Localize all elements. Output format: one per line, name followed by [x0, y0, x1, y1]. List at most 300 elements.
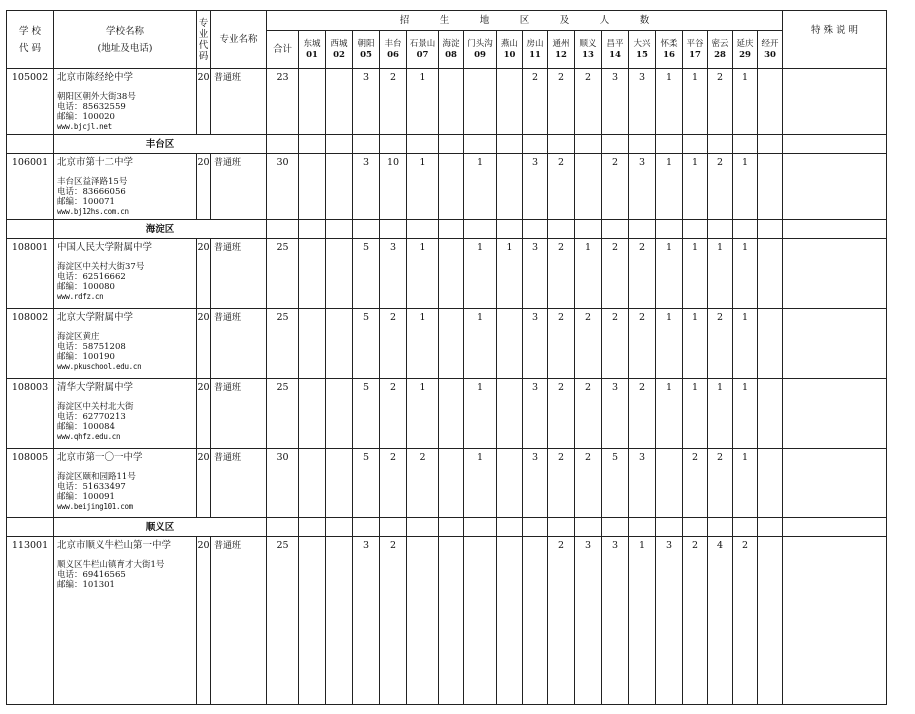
- major-name: 普通班: [211, 537, 267, 705]
- district-blank-cell: [380, 220, 407, 239]
- district-blank-cell: [783, 135, 887, 154]
- special-note-cell: [783, 69, 887, 135]
- school-name: 北京市顺义牛栏山第一中学: [57, 540, 172, 551]
- district-blank-cell: [708, 518, 733, 537]
- region-header-16: 怀柔 16: [656, 31, 683, 69]
- table-row: [7, 69, 887, 135]
- region-count: 1: [683, 69, 708, 135]
- school-phone: 电话：85632559: [57, 102, 126, 112]
- region-count: 1: [708, 379, 733, 449]
- region-count: [299, 309, 326, 379]
- school-name: 北京大学附属中学: [57, 312, 134, 323]
- school-phone: 电话：58751208: [57, 342, 126, 352]
- district-blank-cell: [353, 220, 380, 239]
- school-name: 清华大学附属中学: [57, 382, 134, 393]
- region-count: 2: [380, 537, 407, 705]
- total-count: 25: [267, 239, 299, 309]
- region-count: 2: [548, 537, 575, 705]
- special-note-cell: [783, 379, 887, 449]
- district-blank-cell: [353, 135, 380, 154]
- region-count: 1: [733, 239, 758, 309]
- region-count: [497, 379, 523, 449]
- major-code: 20: [197, 449, 211, 518]
- school-name: 北京市第一〇一中学: [57, 452, 143, 463]
- major-code: 20: [197, 537, 211, 705]
- region-count: 2: [602, 154, 629, 220]
- region-count: [464, 537, 497, 705]
- district-blank-cell: [656, 518, 683, 537]
- district-blank-cell: [464, 518, 497, 537]
- region-count: [407, 537, 439, 705]
- district-blank-cell: [267, 220, 299, 239]
- region-count: 1: [656, 69, 683, 135]
- district-blank-cell: [407, 135, 439, 154]
- region-count: [758, 537, 783, 705]
- table-row: [7, 449, 887, 518]
- district-blank-cell: [783, 518, 887, 537]
- school-name: 北京市第十二中学: [57, 157, 134, 168]
- school-info: [54, 379, 197, 449]
- region-count: 3: [656, 537, 683, 705]
- school-postcode: 邮编：100091: [57, 492, 115, 502]
- region-count: 3: [523, 154, 548, 220]
- school-address: 海淀区中关村大街37号: [57, 262, 145, 272]
- district-blank-cell: [656, 135, 683, 154]
- region-count: 2: [708, 69, 733, 135]
- school-postcode: 邮编：100190: [57, 352, 115, 362]
- region-count: 3: [629, 154, 656, 220]
- district-blank-cell: [464, 220, 497, 239]
- district-blank-cell: [733, 220, 758, 239]
- region-count: [326, 449, 353, 518]
- region-header-30: 经开 30: [758, 31, 783, 69]
- region-count: 2: [602, 239, 629, 309]
- district-blank-cell: [548, 518, 575, 537]
- region-count: 1: [733, 449, 758, 518]
- district-blank-cell: [683, 220, 708, 239]
- school-address: 顺义区牛栏山镇育才大街1号: [57, 560, 165, 570]
- region-header-12: 通州 12: [548, 31, 575, 69]
- district-blank-cell: [267, 518, 299, 537]
- region-count: 1: [683, 379, 708, 449]
- school-code: 108001: [7, 239, 54, 309]
- region-count: 5: [353, 239, 380, 309]
- district-blank-cell: [497, 135, 523, 154]
- region-count: 1: [656, 309, 683, 379]
- region-header-09: 门头沟 09: [464, 31, 497, 69]
- school-address: 海淀区颐和园路11号: [57, 472, 136, 482]
- region-count: 5: [602, 449, 629, 518]
- district-blank-cell: [602, 518, 629, 537]
- school-website: www.rdfz.cn: [57, 292, 104, 301]
- school-phone: 电话：69416565: [57, 570, 126, 580]
- region-count: 1: [656, 239, 683, 309]
- district-blank-cell: [497, 220, 523, 239]
- region-count: [439, 379, 464, 449]
- region-count: 2: [548, 449, 575, 518]
- region-count: [299, 154, 326, 220]
- district-blank-cell: [299, 220, 326, 239]
- major-code: 20: [197, 239, 211, 309]
- region-count: 1: [733, 379, 758, 449]
- total-count: 25: [267, 379, 299, 449]
- school-postcode: 邮编：100084: [57, 422, 115, 432]
- region-count: 5: [353, 309, 380, 379]
- district-blank-cell: [380, 518, 407, 537]
- region-count: 2: [683, 449, 708, 518]
- district-blank-cell: [267, 135, 299, 154]
- region-count: 1: [464, 239, 497, 309]
- major-name: 普通班: [211, 309, 267, 379]
- region-header-07: 石景山 07: [407, 31, 439, 69]
- region-count: [439, 449, 464, 518]
- school-website: www.qhfz.edu.cn: [57, 432, 121, 441]
- district-blank-cell: [523, 518, 548, 537]
- region-count: [758, 309, 783, 379]
- district-blank-cell: [758, 220, 783, 239]
- school-phone: 电话：51633497: [57, 482, 126, 492]
- region-count: 3: [353, 154, 380, 220]
- region-count: 10: [380, 154, 407, 220]
- region-count: [758, 239, 783, 309]
- region-count: 1: [464, 154, 497, 220]
- region-header-01: 东城 01: [299, 31, 326, 69]
- region-count: [326, 379, 353, 449]
- region-count: [439, 69, 464, 135]
- region-count: 3: [602, 69, 629, 135]
- region-count: 3: [523, 379, 548, 449]
- school-name-header: 学校名称 (地址及电话): [54, 11, 197, 69]
- region-count: 3: [629, 69, 656, 135]
- region-count: [326, 309, 353, 379]
- district-blank-cell: [7, 135, 54, 154]
- school-phone: 电话：83666056: [57, 187, 126, 197]
- district-blank-cell: [575, 135, 602, 154]
- district-blank-cell: [299, 518, 326, 537]
- region-count: 2: [575, 69, 602, 135]
- district-blank-cell: [733, 518, 758, 537]
- total-count: 30: [267, 154, 299, 220]
- region-count: 2: [708, 309, 733, 379]
- region-count: 3: [602, 379, 629, 449]
- region-count: [464, 69, 497, 135]
- region-count: 3: [575, 537, 602, 705]
- region-header-11: 房山 11: [523, 31, 548, 69]
- region-count: 2: [380, 69, 407, 135]
- table-row: [7, 309, 887, 379]
- major-code: 20: [197, 379, 211, 449]
- region-header-05: 朝阳 05: [353, 31, 380, 69]
- district-blank-cell: [523, 135, 548, 154]
- school-postcode: 邮编：100071: [57, 197, 115, 207]
- region-count: [656, 449, 683, 518]
- region-count: [299, 69, 326, 135]
- table-row: [7, 537, 887, 705]
- school-code: 108005: [7, 449, 54, 518]
- region-count: 2: [380, 449, 407, 518]
- district-blank-cell: [783, 220, 887, 239]
- region-count: 2: [629, 379, 656, 449]
- district-blank-cell: [629, 518, 656, 537]
- district-label: 顺义区: [54, 518, 267, 537]
- region-count: 1: [575, 239, 602, 309]
- region-header-17: 平谷 17: [683, 31, 708, 69]
- region-count: [299, 537, 326, 705]
- region-count: [758, 69, 783, 135]
- region-count: 2: [548, 379, 575, 449]
- region-count: 3: [523, 239, 548, 309]
- region-count: [439, 239, 464, 309]
- region-count: [497, 154, 523, 220]
- district-blank-cell: [326, 518, 353, 537]
- major-name-header: 专业名称: [211, 11, 267, 69]
- special-note-cell: [783, 154, 887, 220]
- total-count: 30: [267, 449, 299, 518]
- district-blank-cell: [708, 220, 733, 239]
- region-count: 1: [407, 379, 439, 449]
- district-blank-cell: [758, 518, 783, 537]
- district-row: [7, 518, 887, 537]
- district-blank-cell: [407, 518, 439, 537]
- major-name: 普通班: [211, 239, 267, 309]
- table-row: [7, 239, 887, 309]
- region-count: 2: [683, 537, 708, 705]
- district-blank-cell: [439, 220, 464, 239]
- region-count: 2: [380, 379, 407, 449]
- region-count: 1: [497, 239, 523, 309]
- region-count: 1: [683, 309, 708, 379]
- region-count: 2: [708, 154, 733, 220]
- major-code: 20: [197, 309, 211, 379]
- district-blank-cell: [548, 220, 575, 239]
- school-postcode: 邮编：100020: [57, 112, 115, 122]
- district-blank-cell: [656, 220, 683, 239]
- district-blank-cell: [326, 220, 353, 239]
- region-count: 2: [575, 379, 602, 449]
- district-blank-cell: [407, 220, 439, 239]
- region-header-28: 密云 28: [708, 31, 733, 69]
- region-count: 2: [708, 449, 733, 518]
- special-notes-header: 特 殊 说 明: [783, 11, 887, 69]
- region-count: 2: [380, 309, 407, 379]
- district-blank-cell: [497, 518, 523, 537]
- region-count: 2: [548, 154, 575, 220]
- region-count: [326, 154, 353, 220]
- region-count: 1: [407, 154, 439, 220]
- school-website: www.bjcjl.net: [57, 122, 112, 131]
- region-count: 5: [353, 379, 380, 449]
- district-label: 丰台区: [54, 135, 267, 154]
- school-info: [54, 69, 197, 135]
- region-count: 2: [523, 69, 548, 135]
- school-info: [54, 449, 197, 518]
- district-blank-cell: [548, 135, 575, 154]
- region-count: 1: [629, 537, 656, 705]
- school-postcode: 邮编：100080: [57, 282, 115, 292]
- district-blank-cell: [326, 135, 353, 154]
- district-blank-cell: [629, 135, 656, 154]
- school-website: www.bj12hs.com.cn: [57, 207, 129, 216]
- school-phone: 电话：62770213: [57, 412, 126, 422]
- major-name: 普通班: [211, 154, 267, 220]
- region-count: 2: [733, 537, 758, 705]
- region-count: 1: [733, 309, 758, 379]
- school-code-header: 学 校 代 码: [7, 11, 54, 69]
- region-count: 1: [733, 154, 758, 220]
- school-info: [54, 309, 197, 379]
- region-count: 3: [523, 449, 548, 518]
- region-header-14: 昌平 14: [602, 31, 629, 69]
- region-count: [497, 309, 523, 379]
- special-note-cell: [783, 537, 887, 705]
- school-code: 113001: [7, 537, 54, 705]
- district-blank-cell: [380, 135, 407, 154]
- region-count: 2: [548, 69, 575, 135]
- region-count: [523, 537, 548, 705]
- school-website: www.pkuschool.edu.cn: [57, 362, 142, 371]
- district-blank-cell: [353, 518, 380, 537]
- region-count: 1: [683, 239, 708, 309]
- region-count: 1: [683, 154, 708, 220]
- region-count: [758, 379, 783, 449]
- major-name: 普通班: [211, 449, 267, 518]
- school-info: [54, 239, 197, 309]
- region-count: 1: [656, 154, 683, 220]
- region-count: 4: [708, 537, 733, 705]
- region-header-29: 延庆 29: [733, 31, 758, 69]
- school-code: 106001: [7, 154, 54, 220]
- region-count: [497, 449, 523, 518]
- region-count: 2: [602, 309, 629, 379]
- region-count: 2: [629, 239, 656, 309]
- district-blank-cell: [575, 220, 602, 239]
- district-blank-cell: [439, 135, 464, 154]
- school-address: 丰台区益泽路15号: [57, 177, 128, 187]
- enrollment-table: [6, 10, 887, 705]
- region-count: [758, 449, 783, 518]
- total-count: 25: [267, 537, 299, 705]
- district-blank-cell: [708, 135, 733, 154]
- region-count: [575, 154, 602, 220]
- special-note-cell: [783, 309, 887, 379]
- total-header: 合计: [267, 31, 299, 69]
- region-count: [299, 239, 326, 309]
- district-blank-cell: [464, 135, 497, 154]
- school-address: 朝阳区朝外大街38号: [57, 92, 136, 102]
- school-code: 108002: [7, 309, 54, 379]
- school-address: 海淀区黄庄: [57, 332, 100, 342]
- special-note-cell: [783, 239, 887, 309]
- region-count: 1: [733, 69, 758, 135]
- region-header-15: 大兴 15: [629, 31, 656, 69]
- major-code: 20: [197, 154, 211, 220]
- major-code-header: 专 业 代 码: [197, 11, 211, 69]
- region-count: 2: [575, 309, 602, 379]
- region-count: 3: [380, 239, 407, 309]
- region-count: 1: [407, 69, 439, 135]
- major-code: 20: [197, 69, 211, 135]
- major-name: 普通班: [211, 379, 267, 449]
- total-count: 23: [267, 69, 299, 135]
- region-count: 3: [602, 537, 629, 705]
- school-info: [54, 154, 197, 220]
- region-count: 1: [464, 449, 497, 518]
- region-count: [439, 537, 464, 705]
- school-name: 北京市陈经纶中学: [57, 72, 134, 83]
- school-phone: 电话：62516662: [57, 272, 126, 282]
- region-count: [758, 154, 783, 220]
- district-row: [7, 220, 887, 239]
- region-header-10: 燕山 10: [497, 31, 523, 69]
- district-blank-cell: [7, 220, 54, 239]
- region-count: 3: [629, 449, 656, 518]
- district-blank-cell: [629, 220, 656, 239]
- region-count: 3: [353, 69, 380, 135]
- table-row: [7, 154, 887, 220]
- region-header-06: 丰台 06: [380, 31, 407, 69]
- district-blank-cell: [299, 135, 326, 154]
- region-count: [326, 537, 353, 705]
- region-count: 1: [464, 379, 497, 449]
- school-postcode: 邮编：101301: [57, 580, 115, 590]
- district-label: 海淀区: [54, 220, 267, 239]
- district-blank-cell: [758, 135, 783, 154]
- region-count: 1: [407, 239, 439, 309]
- table-row: [7, 379, 887, 449]
- district-blank-cell: [523, 220, 548, 239]
- region-count: 1: [708, 239, 733, 309]
- region-count: [497, 537, 523, 705]
- region-count: 1: [656, 379, 683, 449]
- region-count: 3: [353, 537, 380, 705]
- district-blank-cell: [575, 518, 602, 537]
- region-count: [326, 239, 353, 309]
- region-count: 2: [575, 449, 602, 518]
- school-info: [54, 537, 197, 705]
- region-count: [326, 69, 353, 135]
- region-count: 5: [353, 449, 380, 518]
- region-count: [439, 309, 464, 379]
- district-blank-cell: [602, 220, 629, 239]
- enrollment-region-header: 招 生 地 区 及 人 数: [267, 11, 783, 31]
- school-name: 中国人民大学附属中学: [57, 242, 153, 253]
- region-count: 2: [407, 449, 439, 518]
- region-count: 1: [407, 309, 439, 379]
- district-blank-cell: [733, 135, 758, 154]
- region-count: 1: [464, 309, 497, 379]
- region-header-13: 顺义 13: [575, 31, 602, 69]
- region-count: 2: [629, 309, 656, 379]
- district-blank-cell: [683, 518, 708, 537]
- district-blank-cell: [602, 135, 629, 154]
- region-header-02: 西城 02: [326, 31, 353, 69]
- major-name: 普通班: [211, 69, 267, 135]
- region-header-08: 海淀 08: [439, 31, 464, 69]
- district-blank-cell: [439, 518, 464, 537]
- district-row: [7, 135, 887, 154]
- school-code: 105002: [7, 69, 54, 135]
- school-website: www.beijing101.com: [57, 502, 133, 511]
- school-address: 海淀区中关村北大街: [57, 402, 134, 412]
- total-count: 25: [267, 309, 299, 379]
- special-note-cell: [783, 449, 887, 518]
- region-count: 2: [548, 309, 575, 379]
- region-count: 2: [548, 239, 575, 309]
- region-count: [497, 69, 523, 135]
- region-count: [299, 379, 326, 449]
- district-blank-cell: [683, 135, 708, 154]
- region-count: [299, 449, 326, 518]
